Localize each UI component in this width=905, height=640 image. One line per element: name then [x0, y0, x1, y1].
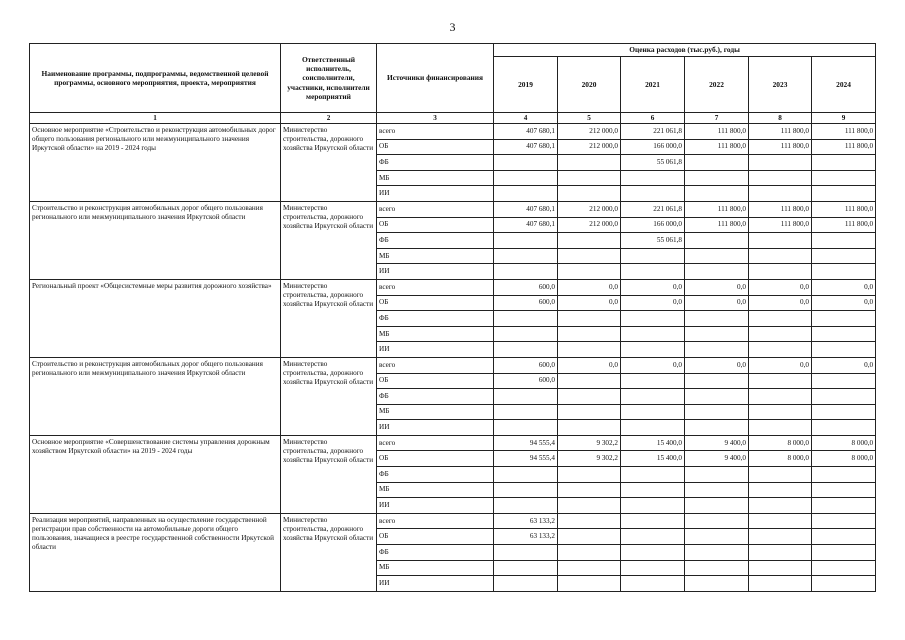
activity-name-cell: Основное мероприятие «Строительство и реконструкция автомобильных дорог общего пользования регионального или межмуниципального значения Иркутской области» на 2019 - 2024 годы — [30, 124, 281, 202]
value-cell: 111 800,0 — [685, 139, 749, 155]
source-cell: ФБ — [377, 311, 494, 327]
value-cell — [685, 545, 749, 561]
value-cell: 111 800,0 — [812, 217, 876, 233]
value-cell — [558, 560, 621, 576]
header-estimate: Оценка расходов (тыс.руб.), годы — [494, 44, 876, 57]
value-cell: 0,0 — [685, 357, 749, 373]
value-cell — [685, 170, 749, 186]
value-cell — [685, 248, 749, 264]
source-cell: ОБ — [377, 139, 494, 155]
value-cell: 221 061,8 — [621, 124, 685, 140]
value-cell — [494, 170, 558, 186]
table-row — [30, 513, 876, 529]
value-cell: 221 061,8 — [621, 201, 685, 217]
value-cell — [621, 513, 685, 529]
source-cell: ИИ — [377, 420, 494, 436]
table-row — [30, 435, 876, 451]
value-cell — [621, 498, 685, 514]
column-number: 7 — [685, 113, 749, 124]
value-cell — [621, 264, 685, 280]
value-cell — [749, 326, 812, 342]
column-number: 3 — [377, 113, 494, 124]
column-numbers-row — [30, 113, 876, 124]
value-cell — [749, 529, 812, 545]
value-cell: 111 800,0 — [749, 139, 812, 155]
year-header: 2022 — [685, 57, 749, 113]
value-cell: 63 133,2 — [494, 529, 558, 545]
source-cell: всего — [377, 357, 494, 373]
value-cell — [749, 155, 812, 171]
source-cell: МБ — [377, 482, 494, 498]
value-cell — [749, 482, 812, 498]
source-cell: МБ — [377, 404, 494, 420]
value-cell — [685, 420, 749, 436]
value-cell — [621, 170, 685, 186]
column-number: 9 — [812, 113, 876, 124]
value-cell: 0,0 — [812, 279, 876, 295]
value-cell — [558, 529, 621, 545]
value-cell — [812, 420, 876, 436]
value-cell: 111 800,0 — [812, 139, 876, 155]
value-cell: 212 000,0 — [558, 217, 621, 233]
value-cell — [812, 545, 876, 561]
value-cell — [685, 404, 749, 420]
header-sources: Источники финансирования — [377, 44, 494, 113]
value-cell — [812, 326, 876, 342]
value-cell — [812, 311, 876, 327]
value-cell — [558, 467, 621, 483]
value-cell: 8 000,0 — [749, 451, 812, 467]
value-cell — [812, 373, 876, 389]
year-header: 2024 — [812, 57, 876, 113]
value-cell: 0,0 — [749, 295, 812, 311]
value-cell — [558, 576, 621, 592]
source-cell: ФБ — [377, 233, 494, 249]
value-cell: 94 555,4 — [494, 435, 558, 451]
value-cell: 15 400,0 — [621, 451, 685, 467]
value-cell — [812, 498, 876, 514]
value-cell — [812, 155, 876, 171]
responsible-cell: Министерство строительства, дорожного хозяйства Иркутской области — [281, 201, 377, 279]
value-cell — [621, 404, 685, 420]
value-cell — [558, 233, 621, 249]
value-cell — [685, 498, 749, 514]
source-cell: МБ — [377, 248, 494, 264]
activity-name-cell: Строительство и реконструкция автомобильных дорог общего пользования регионального или межмуниципального значения Иркутской области — [30, 201, 281, 279]
activity-name-cell: Строительство и реконструкция автомобильных дорог общего пользования регионального или межмуниципального значения Иркутской области — [30, 357, 281, 435]
value-cell: 63 133,2 — [494, 513, 558, 529]
value-cell — [558, 342, 621, 358]
value-cell — [494, 560, 558, 576]
value-cell — [494, 342, 558, 358]
value-cell — [812, 467, 876, 483]
value-cell: 55 061,8 — [621, 155, 685, 171]
value-cell: 600,0 — [494, 295, 558, 311]
value-cell — [749, 545, 812, 561]
table-row — [30, 124, 876, 140]
value-cell: 166 000,0 — [621, 217, 685, 233]
value-cell — [749, 373, 812, 389]
source-cell: ФБ — [377, 389, 494, 405]
value-cell — [685, 264, 749, 280]
value-cell: 407 680,1 — [494, 201, 558, 217]
page-number: 3 — [449, 20, 456, 34]
value-cell — [621, 389, 685, 405]
source-cell: ИИ — [377, 576, 494, 592]
source-cell: ОБ — [377, 451, 494, 467]
value-cell — [685, 326, 749, 342]
value-cell — [685, 389, 749, 405]
year-header: 2023 — [749, 57, 812, 113]
value-cell — [494, 576, 558, 592]
value-cell — [749, 513, 812, 529]
value-cell — [558, 155, 621, 171]
value-cell — [812, 513, 876, 529]
value-cell — [558, 186, 621, 202]
value-cell — [812, 342, 876, 358]
value-cell — [558, 389, 621, 405]
value-cell — [749, 467, 812, 483]
source-cell: всего — [377, 513, 494, 529]
value-cell — [494, 248, 558, 264]
header-name: Наименование программы, подпрограммы, ведомственной целевой программы, основного мероприятия, проекта, мероприятия — [30, 44, 281, 113]
value-cell — [685, 155, 749, 171]
value-cell — [494, 264, 558, 280]
value-cell — [558, 311, 621, 327]
value-cell — [685, 342, 749, 358]
value-cell: 600,0 — [494, 279, 558, 295]
column-number: 1 — [30, 113, 281, 124]
value-cell — [621, 373, 685, 389]
responsible-cell: Министерство строительства, дорожного хозяйства Иркутской области — [281, 435, 377, 513]
table-row — [30, 279, 876, 295]
value-cell — [749, 248, 812, 264]
value-cell — [812, 233, 876, 249]
value-cell: 111 800,0 — [749, 201, 812, 217]
expenses-table — [29, 43, 876, 592]
value-cell — [749, 311, 812, 327]
value-cell: 0,0 — [558, 295, 621, 311]
value-cell — [494, 311, 558, 327]
value-cell: 15 400,0 — [621, 435, 685, 451]
source-cell: ИИ — [377, 186, 494, 202]
activity-name-cell: Региональный проект «Общесистемные меры развития дорожного хозяйства» — [30, 279, 281, 357]
value-cell — [621, 420, 685, 436]
value-cell — [749, 342, 812, 358]
column-number: 2 — [281, 113, 377, 124]
value-cell — [558, 420, 621, 436]
value-cell: 55 061,8 — [621, 233, 685, 249]
value-cell — [812, 560, 876, 576]
value-cell: 8 000,0 — [812, 435, 876, 451]
source-cell: МБ — [377, 170, 494, 186]
source-cell: ОБ — [377, 529, 494, 545]
value-cell — [494, 482, 558, 498]
source-cell: ИИ — [377, 498, 494, 514]
value-cell — [621, 248, 685, 264]
value-cell: 407 680,1 — [494, 217, 558, 233]
responsible-cell: Министерство строительства, дорожного хозяйства Иркутской области — [281, 513, 377, 591]
header-responsible: Ответственный исполнитель, соисполнители, участники, исполнители мероприятий — [281, 44, 377, 113]
value-cell: 111 800,0 — [749, 124, 812, 140]
table-body — [30, 124, 876, 592]
activity-name-cell: Основное мероприятие «Совершенствование системы управления дорожным хозяйством Иркутской области» на 2019 - 2024 годы — [30, 435, 281, 513]
responsible-cell: Министерство строительства, дорожного хозяйства Иркутской области — [281, 124, 377, 202]
value-cell: 0,0 — [749, 279, 812, 295]
value-cell: 0,0 — [558, 357, 621, 373]
source-cell: всего — [377, 124, 494, 140]
value-cell — [749, 420, 812, 436]
value-cell — [812, 389, 876, 405]
source-cell: ИИ — [377, 342, 494, 358]
value-cell — [558, 513, 621, 529]
source-cell: ИИ — [377, 264, 494, 280]
column-number: 4 — [494, 113, 558, 124]
column-number: 5 — [558, 113, 621, 124]
value-cell — [812, 186, 876, 202]
value-cell — [685, 373, 749, 389]
value-cell — [621, 326, 685, 342]
column-number: 8 — [749, 113, 812, 124]
value-cell — [621, 529, 685, 545]
value-cell: 111 800,0 — [749, 217, 812, 233]
source-cell: ОБ — [377, 373, 494, 389]
value-cell: 0,0 — [621, 295, 685, 311]
value-cell — [685, 482, 749, 498]
source-cell: ОБ — [377, 295, 494, 311]
value-cell — [749, 389, 812, 405]
value-cell — [558, 264, 621, 280]
source-cell: всего — [377, 435, 494, 451]
table-row — [30, 357, 876, 373]
value-cell: 111 800,0 — [685, 124, 749, 140]
value-cell: 8 000,0 — [812, 451, 876, 467]
source-cell: всего — [377, 201, 494, 217]
value-cell — [685, 186, 749, 202]
value-cell — [621, 311, 685, 327]
value-cell — [621, 560, 685, 576]
value-cell — [558, 404, 621, 420]
value-cell: 94 555,4 — [494, 451, 558, 467]
source-cell: ОБ — [377, 217, 494, 233]
value-cell: 212 000,0 — [558, 201, 621, 217]
year-header: 2020 — [558, 57, 621, 113]
value-cell — [558, 248, 621, 264]
source-cell: всего — [377, 279, 494, 295]
value-cell — [558, 498, 621, 514]
value-cell — [749, 233, 812, 249]
year-header: 2021 — [621, 57, 685, 113]
value-cell: 9 302,2 — [558, 451, 621, 467]
value-cell — [812, 170, 876, 186]
value-cell — [685, 529, 749, 545]
value-cell: 0,0 — [558, 279, 621, 295]
value-cell: 0,0 — [812, 295, 876, 311]
value-cell: 111 800,0 — [685, 201, 749, 217]
value-cell — [812, 576, 876, 592]
value-cell: 407 680,1 — [494, 124, 558, 140]
value-cell: 166 000,0 — [621, 139, 685, 155]
value-cell: 0,0 — [621, 357, 685, 373]
value-cell — [621, 467, 685, 483]
value-cell: 212 000,0 — [558, 124, 621, 140]
value-cell — [685, 233, 749, 249]
value-cell — [749, 186, 812, 202]
source-cell: ФБ — [377, 467, 494, 483]
value-cell: 0,0 — [749, 357, 812, 373]
value-cell — [685, 467, 749, 483]
value-cell — [812, 529, 876, 545]
value-cell — [685, 560, 749, 576]
value-cell — [494, 186, 558, 202]
value-cell: 8 000,0 — [749, 435, 812, 451]
value-cell — [494, 545, 558, 561]
value-cell: 0,0 — [812, 357, 876, 373]
value-cell — [812, 482, 876, 498]
source-cell: ФБ — [377, 545, 494, 561]
value-cell — [812, 404, 876, 420]
value-cell — [621, 545, 685, 561]
value-cell — [621, 186, 685, 202]
value-cell — [621, 482, 685, 498]
value-cell — [558, 170, 621, 186]
value-cell: 9 400,0 — [685, 435, 749, 451]
value-cell — [494, 498, 558, 514]
value-cell — [685, 311, 749, 327]
source-cell: ФБ — [377, 155, 494, 171]
value-cell — [749, 404, 812, 420]
value-cell — [494, 326, 558, 342]
value-cell — [812, 264, 876, 280]
value-cell — [494, 389, 558, 405]
value-cell — [558, 482, 621, 498]
value-cell — [494, 233, 558, 249]
activity-name-cell: Реализация мероприятий, направленных на осуществление государственной регистрации прав собственности на автомобильные дороги общего пользования, значащиеся в реестре государственной собственности Иркутской области — [30, 513, 281, 591]
value-cell: 600,0 — [494, 373, 558, 389]
value-cell — [494, 155, 558, 171]
value-cell — [749, 560, 812, 576]
value-cell — [494, 420, 558, 436]
value-cell: 9 302,2 — [558, 435, 621, 451]
value-cell: 212 000,0 — [558, 139, 621, 155]
value-cell: 9 400,0 — [685, 451, 749, 467]
value-cell — [494, 467, 558, 483]
responsible-cell: Министерство строительства, дорожного хозяйства Иркутской области — [281, 357, 377, 435]
value-cell: 0,0 — [685, 295, 749, 311]
value-cell — [685, 513, 749, 529]
value-cell: 0,0 — [685, 279, 749, 295]
table-row — [30, 201, 876, 217]
value-cell: 111 800,0 — [812, 124, 876, 140]
value-cell — [558, 545, 621, 561]
value-cell — [749, 576, 812, 592]
value-cell: 111 800,0 — [812, 201, 876, 217]
year-header: 2019 — [494, 57, 558, 113]
value-cell — [621, 342, 685, 358]
column-number: 6 — [621, 113, 685, 124]
value-cell — [749, 498, 812, 514]
value-cell — [621, 576, 685, 592]
value-cell — [685, 576, 749, 592]
responsible-cell: Министерство строительства, дорожного хозяйства Иркутской области — [281, 279, 377, 357]
source-cell: МБ — [377, 326, 494, 342]
value-cell: 407 680,1 — [494, 139, 558, 155]
value-cell — [749, 264, 812, 280]
value-cell: 111 800,0 — [685, 217, 749, 233]
value-cell — [558, 373, 621, 389]
value-cell — [494, 404, 558, 420]
value-cell: 0,0 — [621, 279, 685, 295]
source-cell: МБ — [377, 560, 494, 576]
value-cell — [558, 326, 621, 342]
value-cell — [749, 170, 812, 186]
value-cell — [812, 248, 876, 264]
value-cell: 600,0 — [494, 357, 558, 373]
